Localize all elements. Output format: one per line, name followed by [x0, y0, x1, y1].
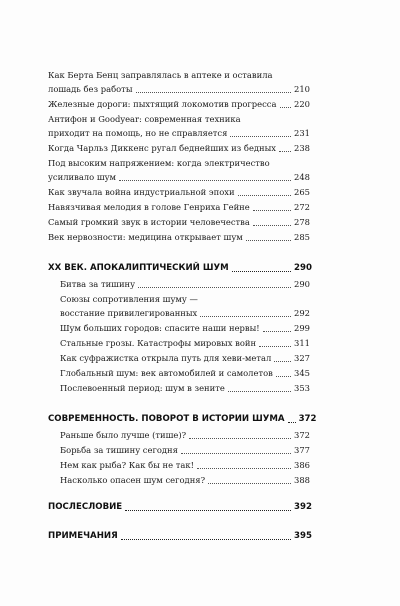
entry-page-number: 290: [294, 279, 310, 289]
section-page-number: 372: [298, 414, 317, 424]
entry-page-number: 386: [294, 460, 310, 470]
dot-leader: [136, 92, 292, 93]
entry-title-line: восстание привилегированных: [60, 308, 198, 318]
entry-title-line: Союзы сопротивления шуму —: [60, 294, 198, 304]
entry-page-number: 292: [294, 308, 310, 318]
dot-leader: [228, 391, 291, 392]
dot-leader: [189, 438, 291, 439]
entry-page-number: 272: [294, 202, 310, 212]
entry-page-number: 278: [294, 217, 310, 227]
entry-page-number: 248: [294, 172, 310, 182]
entry-title-line: Антифон и Goodyear: современная техника: [48, 114, 241, 124]
section-title: ПРИМЕЧАНИЯ: [48, 531, 118, 541]
toc-entry[interactable]: [48, 68, 310, 96]
toc-section: [48, 261, 310, 395]
entry-page-number: 377: [294, 445, 310, 455]
dot-leader: [232, 271, 291, 272]
section-title: ХХ ВЕК. АПОКАЛИПТИЧЕСКИЙ ШУМ: [48, 263, 229, 273]
entry-page-number: 345: [294, 368, 310, 378]
dot-leader: [259, 346, 291, 347]
section-heading[interactable]: [48, 500, 310, 514]
toc-entry[interactable]: [48, 366, 310, 380]
dot-leader: [253, 210, 291, 211]
entry-title-line: Борьба за тишину сегодня: [60, 445, 178, 455]
toc-entry[interactable]: [48, 97, 310, 111]
toc-entry[interactable]: [48, 473, 310, 487]
entry-title-line: Под высоким напряжением: когда электричество: [48, 158, 270, 168]
entry-title-line: Когда Чарльз Диккенс ругал беднейших из бедных: [48, 143, 277, 153]
entry-page-number: 265: [294, 187, 310, 197]
entry-title-line: Навязчивая мелодия в голове Генриха Гейне: [48, 202, 250, 212]
entry-title-line: Как Берта Бенц заправлялась в аптеке и оставила: [48, 70, 273, 80]
dot-leader: [246, 240, 291, 241]
entry-page-number: 299: [294, 323, 310, 333]
entry-page-number: 238: [294, 143, 310, 153]
dot-leader: [197, 468, 291, 469]
toc-entry[interactable]: [48, 336, 310, 350]
entry-title-line: Нем как рыба? Как бы не так!: [60, 460, 194, 470]
entry-title-line: Железные дороги: пыхтящий локомотив прогресса: [48, 99, 277, 109]
toc-section: [48, 68, 310, 244]
toc-entry[interactable]: [48, 200, 310, 214]
section-title: ПОСЛЕСЛОВИЕ: [48, 502, 123, 512]
dot-leader: [119, 180, 291, 181]
toc-entry[interactable]: [48, 230, 310, 244]
entry-title-line: Век нервозности: медицина открывает шум: [48, 232, 243, 242]
dot-leader: [279, 151, 291, 152]
entry-title-line: лошадь без работы: [48, 84, 133, 94]
toc-entry[interactable]: [48, 277, 310, 291]
section-heading[interactable]: [48, 529, 310, 543]
toc-entry[interactable]: [48, 321, 310, 335]
entry-page-number: 372: [294, 430, 310, 440]
entry-page-number: 220: [294, 99, 310, 109]
dot-leader: [280, 107, 292, 108]
toc-section: [48, 529, 310, 543]
toc-entry[interactable]: [48, 443, 310, 457]
entry-page-number: 388: [294, 475, 310, 485]
toc-entry[interactable]: [48, 215, 310, 229]
entry-title-line: Стальные грозы. Катастрофы мировых войн: [60, 338, 257, 348]
entry-title-line: усиливало шум: [48, 172, 117, 182]
entry-title-line: Как суфражистка открыла путь для хеви-метал: [60, 353, 272, 363]
toc-entry[interactable]: [48, 381, 310, 395]
entry-title-line: Шум больших городов: спасите наши нервы!: [60, 323, 260, 333]
section-title: СОВРЕМЕННОСТЬ. ПОВОРОТ В ИСТОРИИ ШУМА: [48, 414, 285, 424]
toc-entry[interactable]: [48, 141, 310, 155]
entry-title-line: Как звучала война индустриальной эпохи: [48, 187, 235, 197]
dot-leader: [288, 422, 296, 423]
section-page-number: 395: [294, 531, 312, 541]
dot-leader: [230, 136, 291, 137]
entry-page-number: 285: [294, 232, 310, 242]
entry-page-number: 311: [294, 338, 310, 348]
entry-title-line: приходит на помощь, но не справляется: [48, 128, 228, 138]
entry-title-line: Послевоенный период: шум в зените: [60, 383, 225, 393]
section-page-number: 392: [294, 502, 312, 512]
entry-page-number: 231: [294, 128, 310, 138]
dot-leader: [253, 225, 291, 226]
dot-leader: [274, 361, 291, 362]
entry-title-line: Насколько опасен шум сегодня?: [60, 475, 206, 485]
section-heading[interactable]: [48, 261, 310, 275]
entry-page-number: 353: [294, 383, 310, 393]
entry-title-line: Самый громкий звук в истории человечества: [48, 217, 250, 227]
toc-entry[interactable]: [48, 292, 310, 320]
table-of-contents: [48, 68, 317, 543]
dot-leader: [208, 483, 291, 484]
dot-leader: [238, 195, 291, 196]
toc-entry[interactable]: [48, 185, 310, 199]
dot-leader: [138, 287, 291, 288]
section-page-number: 290: [294, 263, 312, 273]
toc-entry[interactable]: [48, 458, 310, 472]
section-heading[interactable]: [48, 412, 317, 426]
entry-page-number: 327: [294, 353, 310, 363]
toc-entry[interactable]: [48, 351, 310, 365]
entry-title-line: Битва за тишину: [60, 279, 136, 289]
toc-section: [48, 500, 310, 514]
dot-leader: [121, 539, 291, 540]
toc-entry[interactable]: [48, 156, 310, 184]
dot-leader: [125, 510, 291, 511]
dot-leader: [263, 331, 291, 332]
dot-leader: [200, 316, 291, 317]
dot-leader: [181, 453, 291, 454]
entry-page-number: 210: [294, 84, 310, 94]
entry-title-line: Глобальный шум: век автомобилей и самолетов: [60, 368, 273, 378]
entry-title-line: Раньше было лучше (тише)?: [60, 430, 187, 440]
dot-leader: [276, 376, 291, 377]
toc-section: [48, 412, 317, 487]
toc-entry[interactable]: [48, 428, 310, 442]
toc-entry[interactable]: [48, 112, 310, 140]
